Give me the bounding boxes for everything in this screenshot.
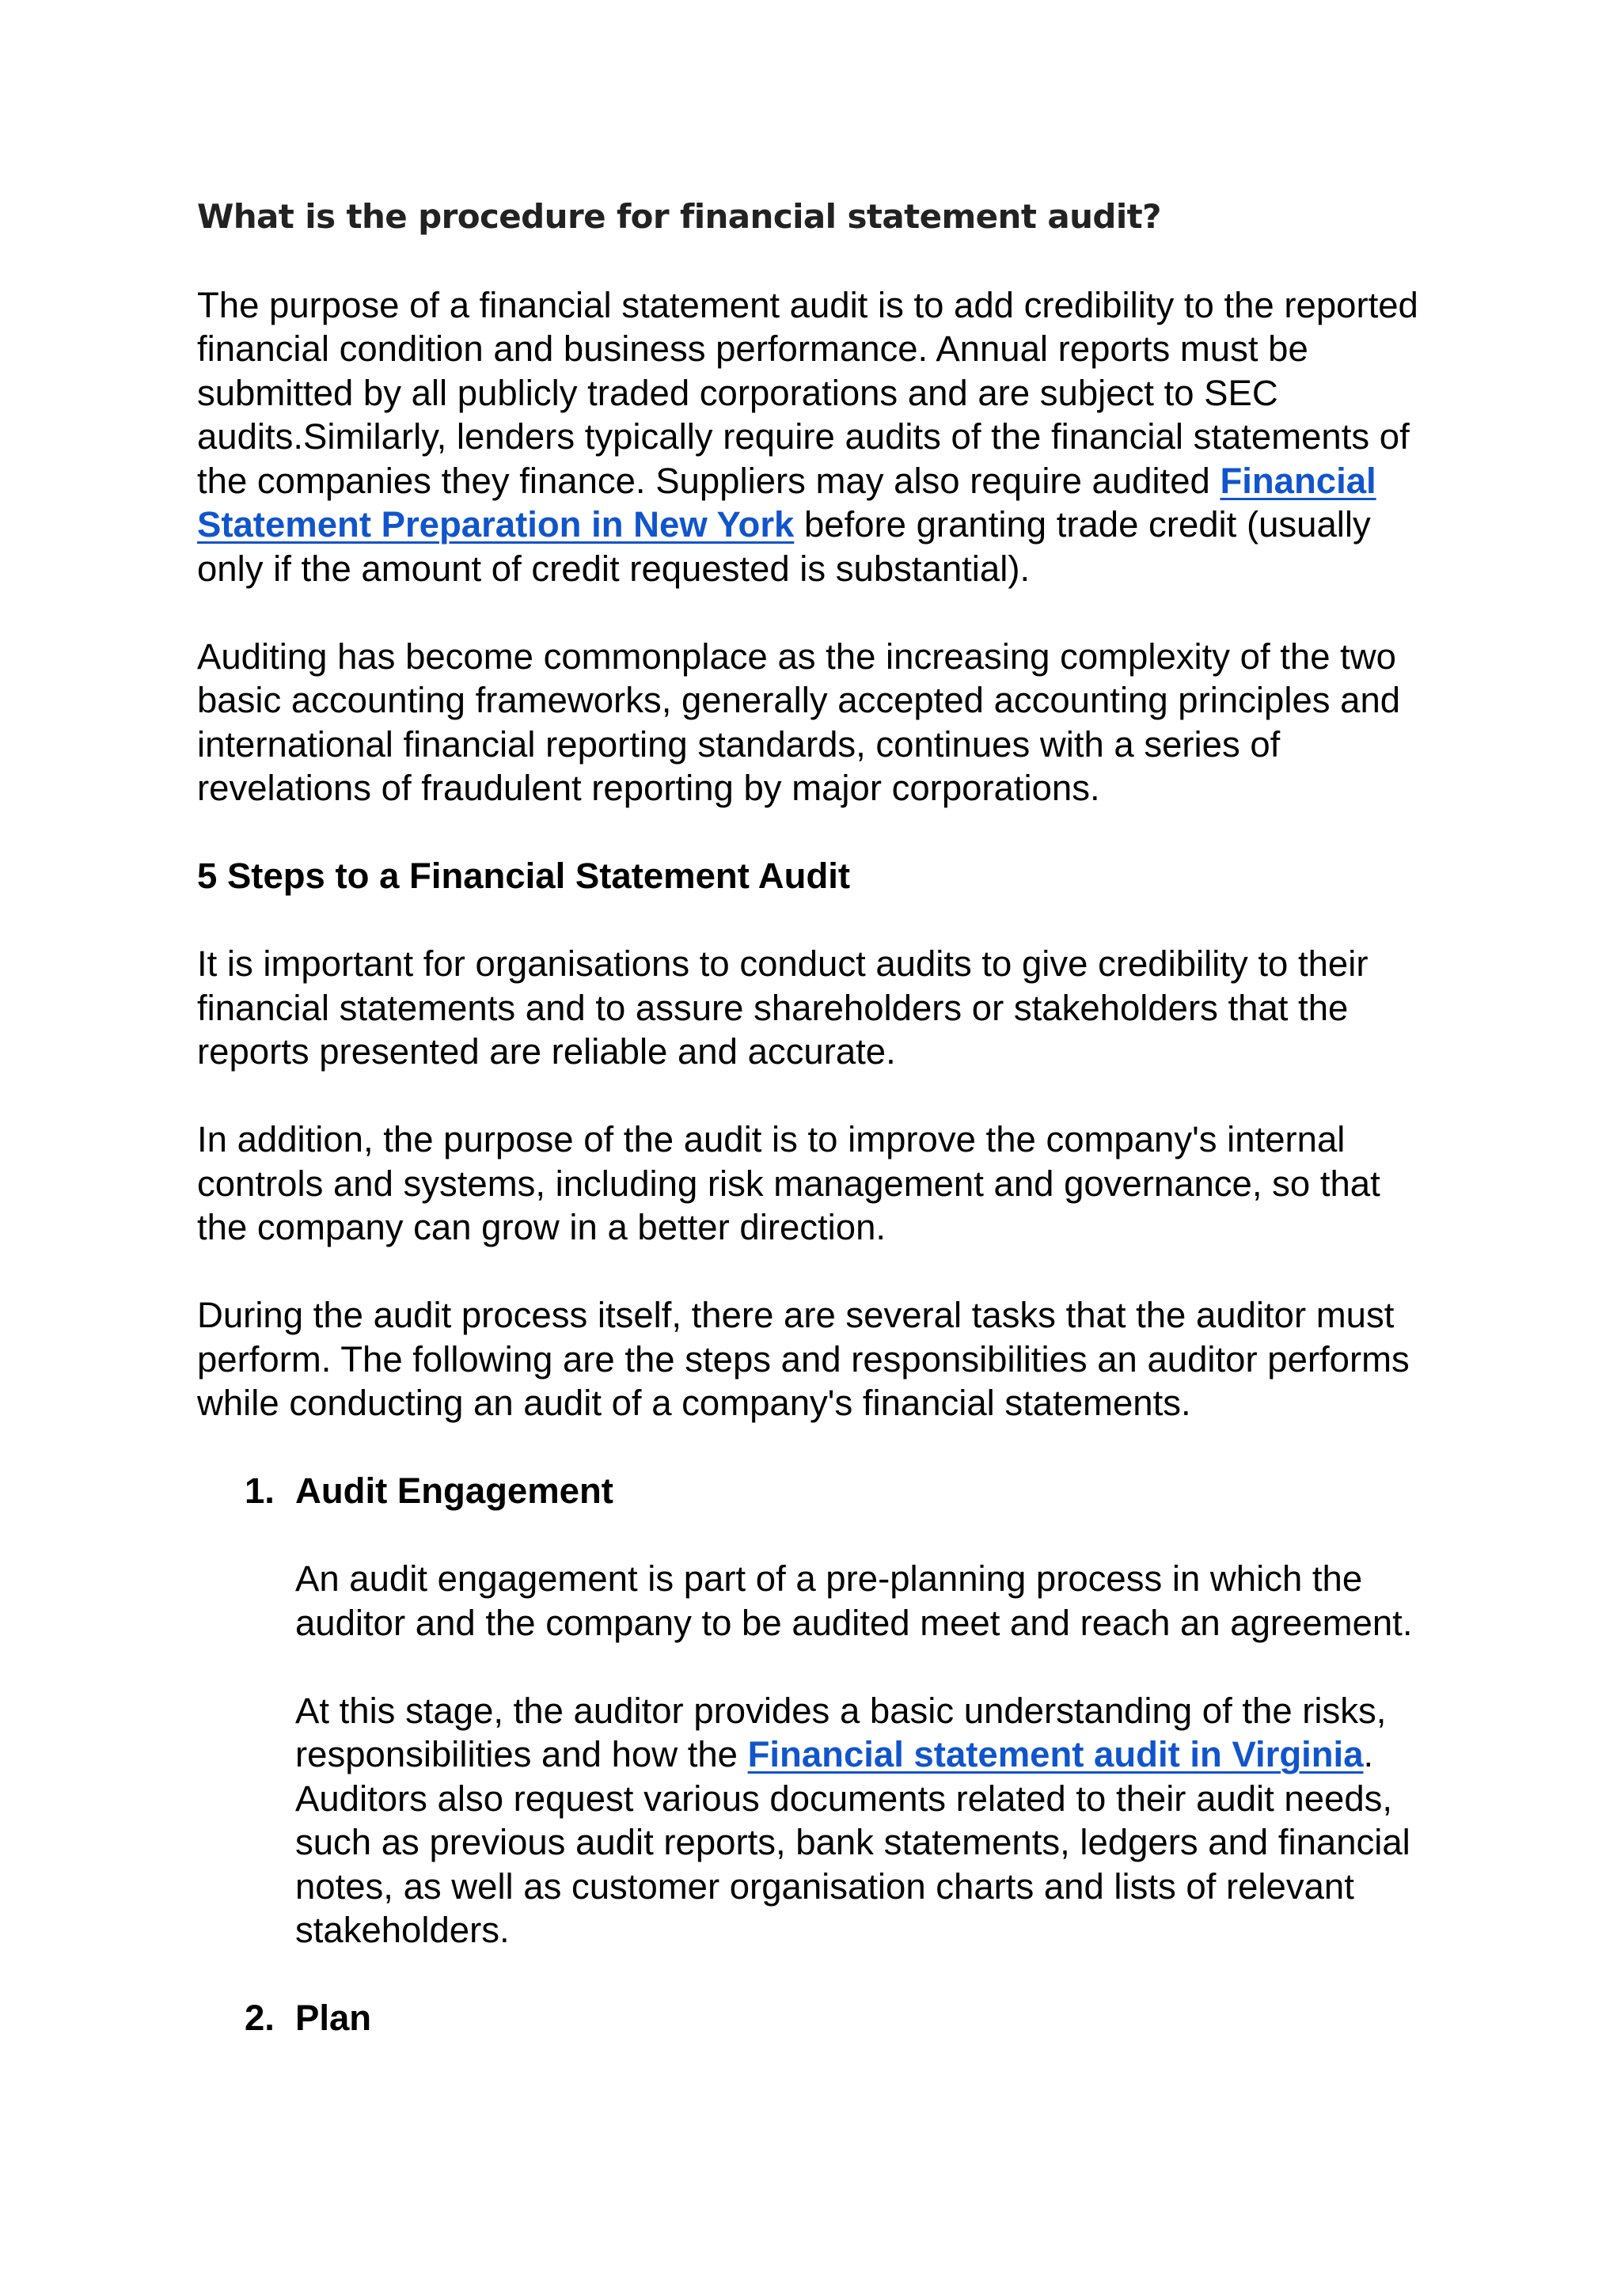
step-item-audit-engagement <box>197 1469 1440 1953</box>
step-paragraph-2 <box>295 1689 1440 1953</box>
step-title: Plan <box>295 1998 372 2038</box>
step-item-plan <box>197 1996 1440 2040</box>
intro-paragraph-1-text-before: The purpose of a financial statement audit is to add credibility to the reported financial condition and business performance. Annual reports must be submitted by all publicly traded corporations and are subject to SEC audits.Similarly, lenders typically require audits of the financial statements of the companies they finance. Suppliers may also require audited <box>197 284 1418 501</box>
step-number: 2. <box>245 1998 275 2038</box>
financial-statement-audit-virginia-link[interactable]: Financial statement audit in Virginia <box>747 1734 1364 1774</box>
step-paragraph-1: An audit engagement is part of a pre-planning process in which the auditor and the company to be audited meet and reach an agreement. <box>295 1558 1413 1643</box>
section-heading: 5 Steps to a Financial Statement Audit <box>197 856 851 896</box>
intro-paragraph-2: Auditing has become commonplace as the increasing complexity of the two basic accounting frameworks, generally accepted accounting principles and international financial reporting standards, continues with a series of revelations of fraudulent reporting by major corporations. <box>197 636 1401 808</box>
section-paragraph-3: During the audit process itself, there are several tasks that the auditor must perform. The following are the steps and responsibilities an auditor performs while conducting an audit of a company's financial statements. <box>197 1295 1410 1423</box>
section-paragraph-2: In addition, the purpose of the audit is to improve the company's internal controls and systems, including risk management and governance, so that the company can grow in a better direction. <box>197 1119 1380 1247</box>
intro-paragraph-1-text-after: before granting trade credit (usually only if the amount of credit requested is substantial). <box>197 504 1371 589</box>
document-body <box>197 195 1440 2084</box>
page-title: What is the procedure for financial statement audit? <box>197 197 1161 236</box>
section-paragraph-1: It is important for organisations to conduct audits to give credibility to their financial statements and to assure shareholders or stakeholders that the reports presented are reliable and accurate. <box>197 943 1369 1072</box>
financial-statement-preparation-link[interactable]: Financial Statement Preparation in New York <box>197 460 1376 545</box>
step-paragraph-2-text-after: . Auditors also request various documents related to their audit needs, such as previous audit reports, bank statements, ledgers and financial notes, as well as customer organisation charts and lists of relevant stakeholders. <box>295 1734 1410 1950</box>
step-paragraph-2-text-before: At this stage, the auditor provides a basic understanding of the risks, responsibilities and how the <box>295 1690 1387 1774</box>
step-number: 1. <box>245 1471 275 1511</box>
intro-paragraph-1 <box>197 283 1440 591</box>
step-title: Audit Engagement <box>295 1471 613 1511</box>
steps-list <box>197 1469 1440 2040</box>
